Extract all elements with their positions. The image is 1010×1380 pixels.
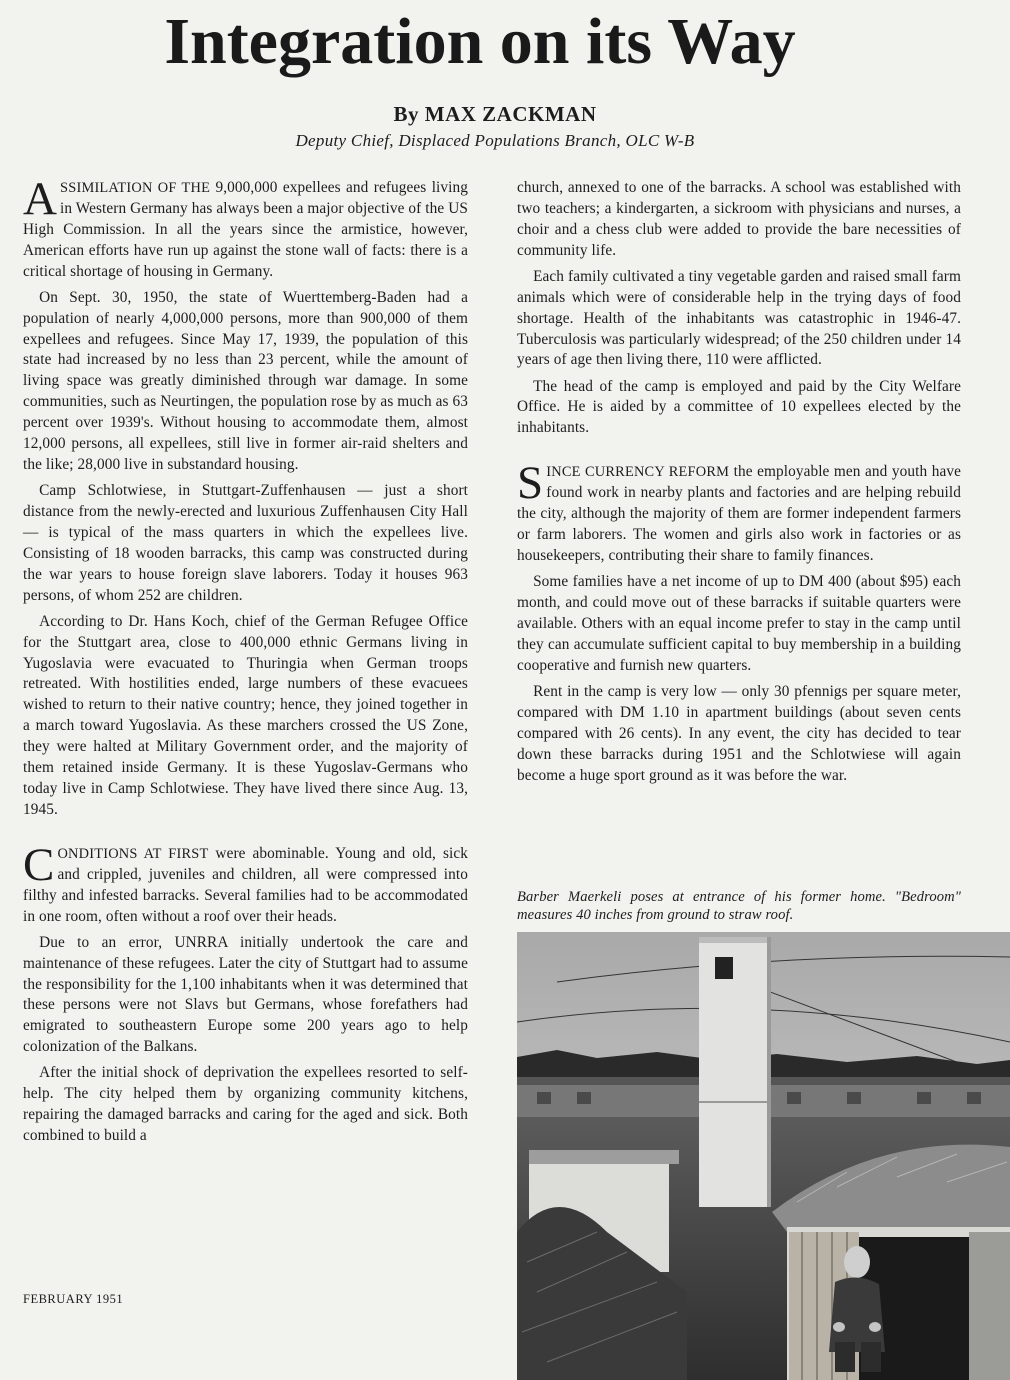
article-title: Integration on its Way xyxy=(164,5,796,78)
paragraph: After the initial shock of deprivation the expellees resorted to self-help. The city helped them by organizing community kitchens, repairing the damaged barracks and caring for the aged and sick. Both combined to build a xyxy=(23,1064,468,1145)
photo-caption: Barber Maerkeli poses at entrance of his former home. "Bedroom" measures 40 inches from ground to straw roof. xyxy=(517,889,961,923)
paragraph xyxy=(23,838,468,928)
author-affiliation: Deputy Chief, Displaced Populations Branch, OLC W-B xyxy=(295,131,695,150)
paragraph xyxy=(23,173,468,283)
byline: By MAX ZACKMAN xyxy=(393,102,597,126)
paragraph: On Sept. 30, 1950, the state of Wuerttemberg-Baden had a population of nearly 4,000,000 persons, more than 900,000 of them expellees and refugees. Since May 17, 1939, the population of this state had increased by no less than 23 percent, while the amount of living space was greatly diminished through war damage. In some communities, such as Neurtingen, the population rose by as much as 63 percent over 1939's. Without housing to accommodate them, almost 12,000 persons, all expellees, still live in former air-raid shelters and the like; 28,000 live in substandard housing. xyxy=(23,288,468,473)
left-column xyxy=(23,173,468,1152)
section-gap xyxy=(517,444,961,462)
section-gap xyxy=(23,826,468,844)
lead-in-caps: ONDITIONS AT FIRST xyxy=(57,845,209,862)
drop-cap: C xyxy=(23,838,55,891)
drop-cap: S xyxy=(517,457,544,510)
paragraph: Each family cultivated a tiny vegetable garden and raised small farm animals which were of considerable help in the trying days of food shortage. Health of the inhabitants was catastrophic in 1946-47. Tuberculosis was particularly widespread; of the 250 children under 14 years of age then living there, 110 were afflicted. xyxy=(517,267,961,369)
drop-cap: A xyxy=(23,173,58,225)
paragraph-text: were abominable. Young and old, sick and crippled, juveniles and children, all were compressed into filthy and infested barracks. Several families had to be accommodated in one room, often without a roof over their heads. xyxy=(23,844,468,925)
page-footer: FEBRUARY 1951 xyxy=(23,1292,124,1306)
barracks-photo xyxy=(517,932,1010,1380)
paragraph: The head of the camp is employed and paid by the City Welfare Office. He is aided by a committee of 10 expellees elected by the inhabitants. xyxy=(517,377,961,437)
paragraph-text: the employable men and youth have found work in nearby plants and factories and are helping rebuild the city, although the majority of them are former independent farmers or farm laborers. The women and girls also work in factories or as housekeepers, contributing their share to family finances. xyxy=(517,463,961,565)
paragraph: Camp Schlotwiese, in Stuttgart-Zuffenhausen — just a short distance from the newly-erected and luxurious Zuffenhausen City Hall — is typical of the mass quarters in which the expellees live. Consisting of 18 wooden barracks, this camp was constructed during the war years to house foreign slave laborers. Today it houses 963 persons, of whom 252 are children. xyxy=(23,482,468,604)
paragraph: Rent in the camp is very low — only 30 pfennigs per square meter, compared with DM 1.10 in apartment buildings (about seven cents compared with 26 cents). In any event, the city has decided to tear down these barracks during 1951 and the Schlotwiese will again become a huge sport ground as it was before the war. xyxy=(517,682,961,784)
lead-in-caps: INCE CURRENCY REFORM xyxy=(546,464,730,481)
lead-in-caps: SSIMILATION OF THE xyxy=(60,180,211,196)
paragraph: Some families have a net income of up to DM 400 (about $95) each month, and could move out of these barracks if suitable quarters were available. Others with an equal income prefer to stay in the camp until they can accumulate sufficient capital to buy membership in a building cooperative and furnish new quarters. xyxy=(517,573,961,674)
paragraph: According to Dr. Hans Koch, chief of the German Refugee Office for the Stuttgart area, close to 400,000 ethnic Germans living in Yugoslavia were evacuated to Thuringia when German troops retreated. With hostilities ended, large numbers of these evacuees wished to return to their native country; hence, they joined together in a march toward Yugoslavia. As these marchers crossed the US Zone, they were halted at Military Government order, and the majority of them retained inside Germany. It is these Yugoslav-Germans who today live in Camp Schlotwiese. They have lived there since Aug. 13, 1945. xyxy=(23,612,468,818)
paragraph: church, annexed to one of the barracks. A school was established with two teachers; a kindergarten, a sickroom with physicians and nurses, a choir and a chess club were added to provide the bare necessities of community life. xyxy=(517,179,961,259)
paragraph xyxy=(517,457,961,567)
paragraph: Due to an error, UNRRA initially undertook the care and maintenance of these refugees. Later the city of Stuttgart had to assume the responsibility for the 1,100 inhabitants when it was determined that these persons were not Slavs but Germans, whose forefathers had emigrated to southeastern Europe some 200 years ago to help colonization of the Balkans. xyxy=(23,933,468,1056)
paragraph-text: 9,000,000 expellees and refugees living in Western Germany has always been a major objective of the US High Commission. In all the years since the armistice, however, American efforts have run up against the stone wall of facts: there is a critical shortage of housing in Germany. xyxy=(23,179,468,280)
right-column xyxy=(517,178,961,792)
